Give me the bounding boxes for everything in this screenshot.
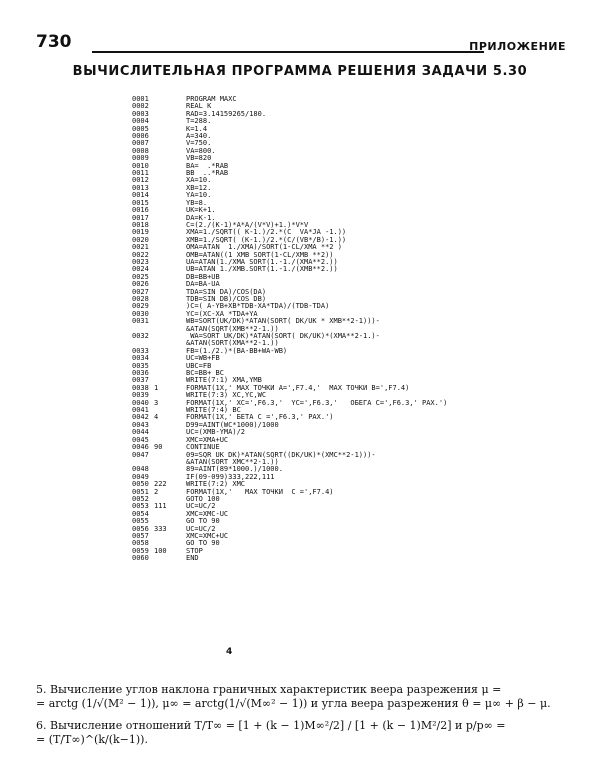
paragraph-6-line-1: 6. Вычисление отношений T/T∞ = [1 + (k − 1)M∞²/2] / [1 + (k − 1)M²/2] и p/p∞ = (36, 719, 506, 732)
line-number: 0047 (132, 450, 149, 459)
statement-label: 333 (154, 524, 167, 533)
line-number: 0020 (132, 235, 149, 244)
statement-label: 2 (154, 487, 159, 496)
code-text: OMA=ATAN 1./XMA)/SORT(1-CL/XMA **2 ) (186, 243, 342, 252)
line-number: 0034 (132, 354, 149, 363)
code-text: WRITE(7:1) XMA,YMB (186, 376, 262, 385)
line-number: 0028 (132, 294, 149, 303)
code-text: 09=SQR UK DK)*ATAN(SQRT((DK/UK)*(XMC**2-1)))- (186, 450, 376, 459)
code-text: VB=820 (186, 154, 212, 163)
page-number: 730 (36, 32, 72, 52)
line-number: 0015 (132, 198, 149, 207)
line-number: 0054 (132, 509, 149, 518)
line-number: 0040 (132, 398, 149, 407)
line-number: 0038 (132, 383, 149, 392)
line-number: 0027 (132, 287, 149, 296)
line-number: 0036 (132, 369, 149, 378)
code-text: FORMAT(1X,' MAX TOЧKИ A=',F7.4,' MAX TOЧKИ B=',F7.4) (186, 383, 410, 392)
code-text: XA=10. (186, 176, 212, 185)
line-number: 0051 (132, 487, 149, 496)
paragraph-6 (36, 719, 570, 747)
statement-label: 4 (154, 413, 159, 422)
running-head: ПРИЛОЖЕНИЕ (469, 40, 566, 53)
code-text: XMA=1./SQRT(( K-1.)/2.*(C VA*JA -1.)) (186, 228, 347, 237)
statement-label: 100 (154, 546, 167, 555)
code-text: WRITE(7:2) XMC (186, 480, 246, 489)
line-number: 0001 (132, 95, 149, 103)
listing-line (132, 555, 572, 562)
code-text: REAL K (186, 102, 212, 111)
line-number: 0029 (132, 302, 149, 311)
code-text: )C=( A-YB+XB*TDB-XA*TDA)/(TDB-TDA) (186, 302, 330, 311)
code-text: FORMAT(1X,' XC=',F6.3,' YC=',F6.3,' OБEГA C=',F6.3,' PAX.') (186, 398, 448, 407)
code-text: BA= .*RAB (186, 161, 229, 170)
code-text: TDA=SIN DA)/COS(DA) (186, 287, 267, 296)
code-text: PROGRAM MAXC (186, 95, 237, 103)
code-text: UC=(XMB-YMA)/2 (186, 428, 246, 437)
statement-label: 222 (154, 480, 167, 489)
line-number: 0013 (132, 183, 149, 192)
code-text: XMC=XMC-UC (186, 509, 229, 518)
line-number: 0050 (132, 480, 149, 489)
statement-label: 90 (154, 443, 163, 452)
code-text: IF(09-099)333,222,111 (186, 472, 275, 481)
line-number: 0045 (132, 435, 149, 444)
code-text: DA=K-1. (186, 213, 216, 222)
code-text: V=750. (186, 139, 212, 148)
code-text: VA=800. (186, 146, 216, 155)
line-number: 0032 (132, 332, 149, 340)
line-number: 0025 (132, 272, 149, 281)
paragraph-5 (36, 683, 570, 711)
header-rule (92, 51, 484, 53)
line-number: 0026 (132, 280, 149, 289)
code-text: K=1.4 (186, 124, 208, 133)
code-text: FORMAT(1X,' БETA C =',F6.3,' PAX.') (186, 413, 334, 422)
line-number: 0004 (132, 117, 149, 126)
code-text: YA=10. (186, 191, 212, 200)
code-text: XMC=XMC+UC (186, 531, 229, 540)
code-text: WB=SORT(UK/DK)*ATAN(SORT( DK/UK * XMB**2-1)))- (186, 317, 380, 326)
code-text: END (186, 554, 199, 563)
code-text: UBC=FB (186, 361, 212, 370)
code-text: D99=AINT(WC*1000)/1000 (186, 420, 279, 429)
code-text: C=(2./(K-1)*A*A/(V*V)+1.)*V*V (186, 220, 309, 229)
paragraph-5-line-2: = arctg (1/√(M² − 1)), μ∞ = arctg(1/√(M∞² − 1)) и угла веера разрежения θ = μ∞ + β − μ. (36, 697, 551, 710)
code-text: UB=ATAN 1./XMB.SORT(1.-1./(XMB**2.)) (186, 265, 338, 274)
code-text: GO TO 90 (186, 517, 220, 526)
code-text: GO TO 90 (186, 539, 220, 548)
line-number: 0030 (132, 309, 149, 318)
line-number: 0041 (132, 406, 149, 415)
line-number: 0021 (132, 243, 149, 252)
code-text: XMB=1./SQRT( (K-1.)/2.*(C/(VB*/B)-1.)) (186, 235, 347, 244)
code-text: DB=BB+UB (186, 272, 220, 281)
code-text: A=340. (186, 132, 212, 141)
code-text: UC=UC/2 (186, 502, 216, 511)
code-text: GOTO 100 (186, 494, 220, 503)
line-number: 0042 (132, 413, 149, 422)
line-number: 0023 (132, 257, 149, 266)
paragraph-5-line-1: 5. Вычисление углов наклона граничных характеристик веера разрежения μ = (36, 683, 502, 696)
code-text: BC=BB+ BC (186, 369, 224, 378)
code-text: OMB=ATAN((1 XMB SORT(1-CL/XMB **2)) (186, 250, 334, 259)
line-number: 0024 (132, 265, 149, 274)
statement-label: 3 (154, 398, 159, 407)
code-text: YB=8. (186, 198, 208, 207)
code-text: XMC=XMA+UC (186, 435, 229, 444)
line-number: 0007 (132, 139, 149, 148)
line-number: 0060 (132, 554, 149, 563)
code-text: &ATAN(SORT XMC**2-1.)) (186, 457, 279, 466)
line-number: 0006 (132, 132, 149, 141)
section-title: ВЫЧИСЛИТЕЛЬНАЯ ПРОГРАММА РЕШЕНИЯ ЗАДАЧИ 5.30 (72, 64, 528, 79)
code-text: WA=SORT UK/DK)*ATAN(SORT( DK/UK)*(XMA**2-1.)- (186, 332, 380, 340)
statement-label: 111 (154, 502, 167, 511)
statement-label: 1 (154, 383, 159, 392)
line-number: 0056 (132, 524, 149, 533)
line-number: 0037 (132, 376, 149, 385)
code-text: FORMAT(1X,' MAX TOЧKИ C =',F7.4) (186, 487, 334, 496)
line-number: 0008 (132, 146, 149, 155)
code-text: WRITE(7:4) BC (186, 406, 241, 415)
line-number: 0022 (132, 250, 149, 259)
code-text: WRITE(7:3) XC,YC,WC (186, 391, 267, 400)
code-text: STOP (186, 546, 203, 555)
code-text: UC=WB+FB (186, 354, 220, 363)
line-number: 0055 (132, 517, 149, 526)
code-text: 89=AINT(89*1000.)/1000. (186, 465, 283, 474)
page-mark: 4 (226, 647, 233, 657)
code-text: BB ..*RAB (186, 169, 229, 178)
code-text: DA=BA-UA (186, 280, 220, 289)
line-number: 0005 (132, 124, 149, 133)
code-text: TDB=SIN DB)/COS DB) (186, 294, 267, 303)
code-text: UK=K+1. (186, 206, 216, 215)
line-number: 0016 (132, 206, 149, 215)
code-text: UC=UC/2 (186, 524, 216, 533)
code-text: &ATAN(SORT(XMA**2-1.)) (186, 339, 279, 348)
line-number: 0033 (132, 346, 149, 355)
paragraph-6-line-2: = (T/T∞)^(k/(k−1)). (36, 733, 148, 746)
code-text: YC=(XC-XA *TDA+YA (186, 309, 258, 318)
line-number: 0044 (132, 428, 149, 437)
line-number: 0043 (132, 420, 149, 429)
line-number: 0019 (132, 228, 149, 237)
line-number: 0011 (132, 169, 149, 178)
code-text: T=288. (186, 117, 212, 126)
line-number: 0017 (132, 213, 149, 222)
program-listing (132, 96, 572, 563)
code-text: FB=(1./2.)*(BA-BB+WA-WB) (186, 346, 288, 355)
code-text: &ATAN(SQRT(XMB**2-1.)) (186, 324, 279, 333)
line-number: 0009 (132, 154, 149, 163)
line-number: 0012 (132, 176, 149, 185)
line-number: 0014 (132, 191, 149, 200)
code-text: RAD=3.14159265/180. (186, 109, 267, 118)
line-number: 0053 (132, 502, 149, 511)
line-number: 0046 (132, 443, 149, 452)
line-number: 0059 (132, 546, 149, 555)
line-number: 0010 (132, 161, 149, 170)
line-number: 0057 (132, 531, 149, 540)
line-number: 0031 (132, 317, 149, 326)
line-number: 0035 (132, 361, 149, 370)
line-number: 0039 (132, 391, 149, 400)
line-number: 0018 (132, 220, 149, 229)
code-text: UA=ATAN(1./XMA SORT(1.-1./(XMA**2.)) (186, 257, 338, 266)
line-number: 0003 (132, 109, 149, 118)
line-number: 0048 (132, 465, 149, 474)
line-number: 0002 (132, 102, 149, 111)
code-text: XB=12. (186, 183, 212, 192)
line-number: 0049 (132, 472, 149, 481)
line-number: 0058 (132, 539, 149, 548)
code-text: CONTINUE (186, 443, 220, 452)
line-number: 0052 (132, 494, 149, 503)
